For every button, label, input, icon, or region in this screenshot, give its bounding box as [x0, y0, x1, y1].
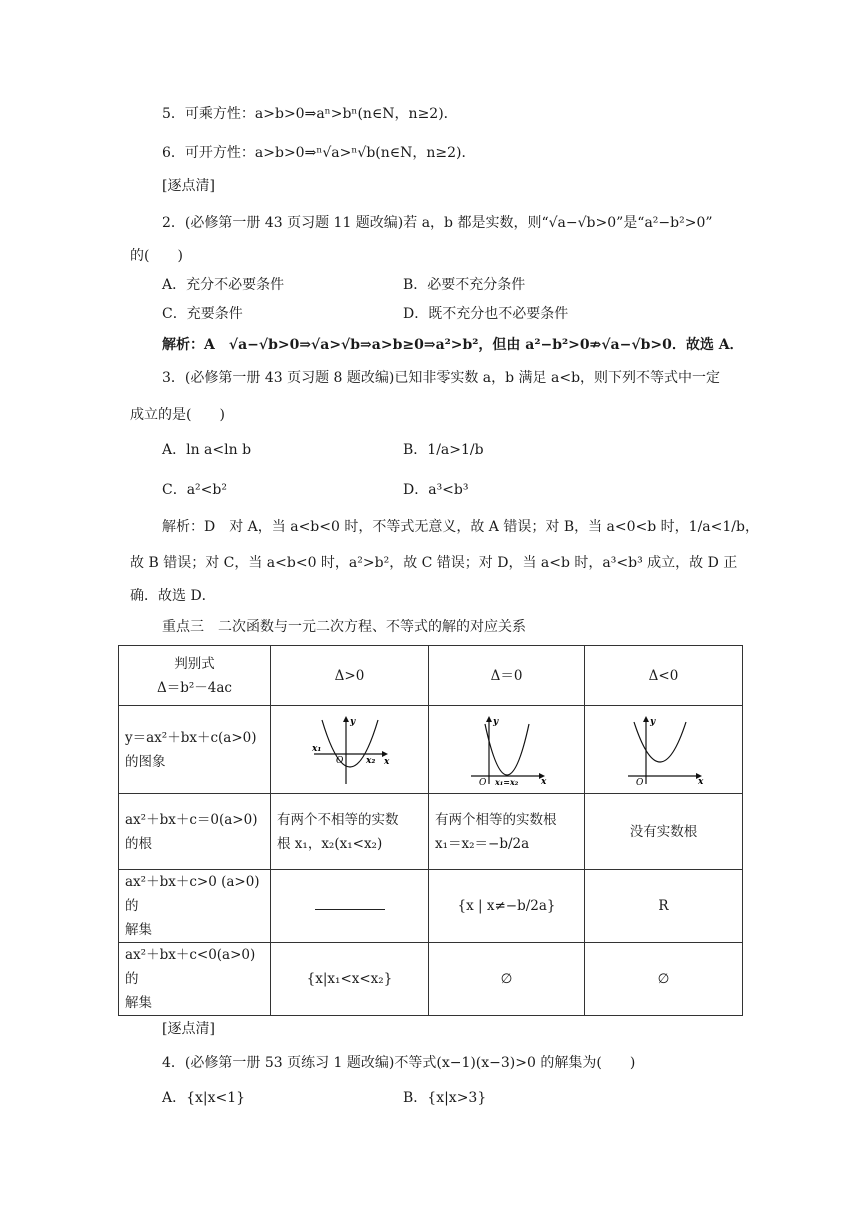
header-negative: Δ<0: [585, 646, 743, 706]
row-label-graph: [119, 706, 271, 794]
section-tag: [逐点清]: [162, 178, 215, 194]
svg-text:x₁=x₂: x₁=x₂: [494, 776, 518, 786]
text-line: 故 B 错误；对 C，当 a<b<0 时，a²>b²，故 C 错误；对 D，当 a<b 时，a³<b³ 成立，故 D 正: [130, 555, 738, 571]
cell-empty-set: ∅: [585, 943, 743, 1016]
option-a: A．ln a<ln b: [162, 442, 252, 458]
option-b: B．{x|x>3}: [403, 1090, 487, 1106]
text-line: 6．可开方性：a>b>0⇒ⁿ√a>ⁿ√b(n∈N，n≥2)．: [162, 145, 476, 161]
option-a: A．充分不必要条件: [162, 277, 285, 293]
option-c: C．a²<b²: [162, 482, 227, 498]
question-2: 2．(必修第一册 43 页习题 11 题改编)若 a，b 都是实数，则“√a−√b>0”是“a²−b²>0”: [162, 215, 713, 231]
row-label-line: 的图象: [125, 753, 166, 770]
solution-2: 解析：A √a−√b>0⇒√a>√b⇒a>b≥0⇒a²>b²，但由 a²−b²>0⇏√a−√b>0．故选 A．: [162, 337, 744, 353]
text-line: 5．可乘方性：a>b>0⇒aⁿ>bⁿ(n∈N，n≥2)．: [162, 106, 458, 122]
question-4: 4．(必修第一册 53 页练习 1 题改编)不等式(x−1)(x−3)>0 的解集为( ): [162, 1055, 636, 1071]
header-text: 判别式: [174, 655, 215, 672]
svg-text:O: O: [335, 755, 343, 766]
option-b: B．1/a>1/b: [403, 442, 484, 458]
header-zero: Δ＝0: [429, 646, 585, 706]
option-b: B．必要不充分条件: [403, 277, 526, 293]
discriminant-table: [118, 645, 743, 1016]
graph-two-roots: [271, 706, 429, 794]
text-line: 的( ): [130, 248, 183, 264]
row-label-line: 解集: [125, 995, 152, 1011]
row-label-line: 的根: [125, 835, 152, 852]
row-label-line: ax²＋bx＋c>0 (a>0)的: [125, 874, 260, 914]
header-positive: Δ>0: [271, 646, 429, 706]
svg-text:O: O: [478, 777, 486, 786]
cell-set-exclusion: {x | x≠−b/2a}: [429, 870, 585, 943]
cell-line: x₁＝x₂＝−b/2a: [435, 835, 530, 852]
cell-all-reals: R: [585, 870, 743, 943]
option-a: A．{x|x<1}: [162, 1090, 246, 1106]
option-d: D．既不充分也不必要条件: [403, 306, 569, 322]
svg-text:x: x: [383, 756, 389, 767]
row-label-negative: [119, 943, 271, 1016]
cell-blank: [271, 870, 429, 943]
header-discriminant: [119, 646, 271, 706]
solution-3: 解析：D 对 A，当 a<b<0 时，不等式无意义，故 A 错误；对 B，当 a<0<b 时，1/a<1/b，: [162, 519, 759, 535]
section-heading: 重点三 二次函数与一元二次方程、不等式的解的对应关系: [162, 619, 526, 635]
blank-line: [315, 895, 385, 910]
question-3: 3．(必修第一册 43 页习题 8 题改编)已知非零实数 a，b 满足 a<b，则下列不等式中一定: [162, 370, 721, 386]
svg-text:x₁: x₁: [311, 743, 321, 754]
text-line: 确．故选 D．: [130, 588, 216, 604]
row-label-roots: [119, 794, 271, 870]
cell-line: 根 x₁，x₂(x₁<x₂): [277, 835, 383, 852]
row-label-positive: [119, 870, 271, 943]
svg-text:x: x: [540, 776, 546, 786]
option-d: D．a³<b³: [403, 482, 469, 498]
graph-one-root: [429, 706, 585, 794]
text-line: 成立的是( ): [130, 407, 225, 423]
header-formula: Δ＝b²－4ac: [156, 679, 232, 696]
cell-two-roots: [271, 794, 429, 870]
row-label-line: ax²＋bx＋c＝0(a>0): [125, 811, 258, 828]
svg-text:y: y: [349, 716, 355, 727]
section-tag: [逐点清]: [162, 1021, 215, 1037]
cell-interval: {x|x₁<x<x₂}: [271, 943, 429, 1016]
row-label-line: ax²＋bx＋c<0(a>0)的: [125, 947, 256, 987]
graph-no-root: [585, 706, 743, 794]
row-label-line: 解集: [125, 922, 152, 938]
svg-text:x: x: [697, 776, 703, 786]
cell-line: 有两个不相等的实数: [277, 811, 399, 828]
svg-text:y: y: [492, 716, 498, 727]
row-label-line: y＝ax²＋bx＋c(a>0): [125, 729, 257, 746]
svg-text:y: y: [649, 716, 655, 727]
svg-text:O: O: [635, 777, 643, 786]
cell-one-root: [429, 794, 585, 870]
cell-no-root: 没有实数根: [585, 794, 743, 870]
cell-empty-set: ∅: [429, 943, 585, 1016]
svg-text:x₂: x₂: [365, 755, 375, 766]
option-c: C．充要条件: [162, 306, 243, 322]
cell-line: 有两个相等的实数根: [435, 811, 557, 828]
